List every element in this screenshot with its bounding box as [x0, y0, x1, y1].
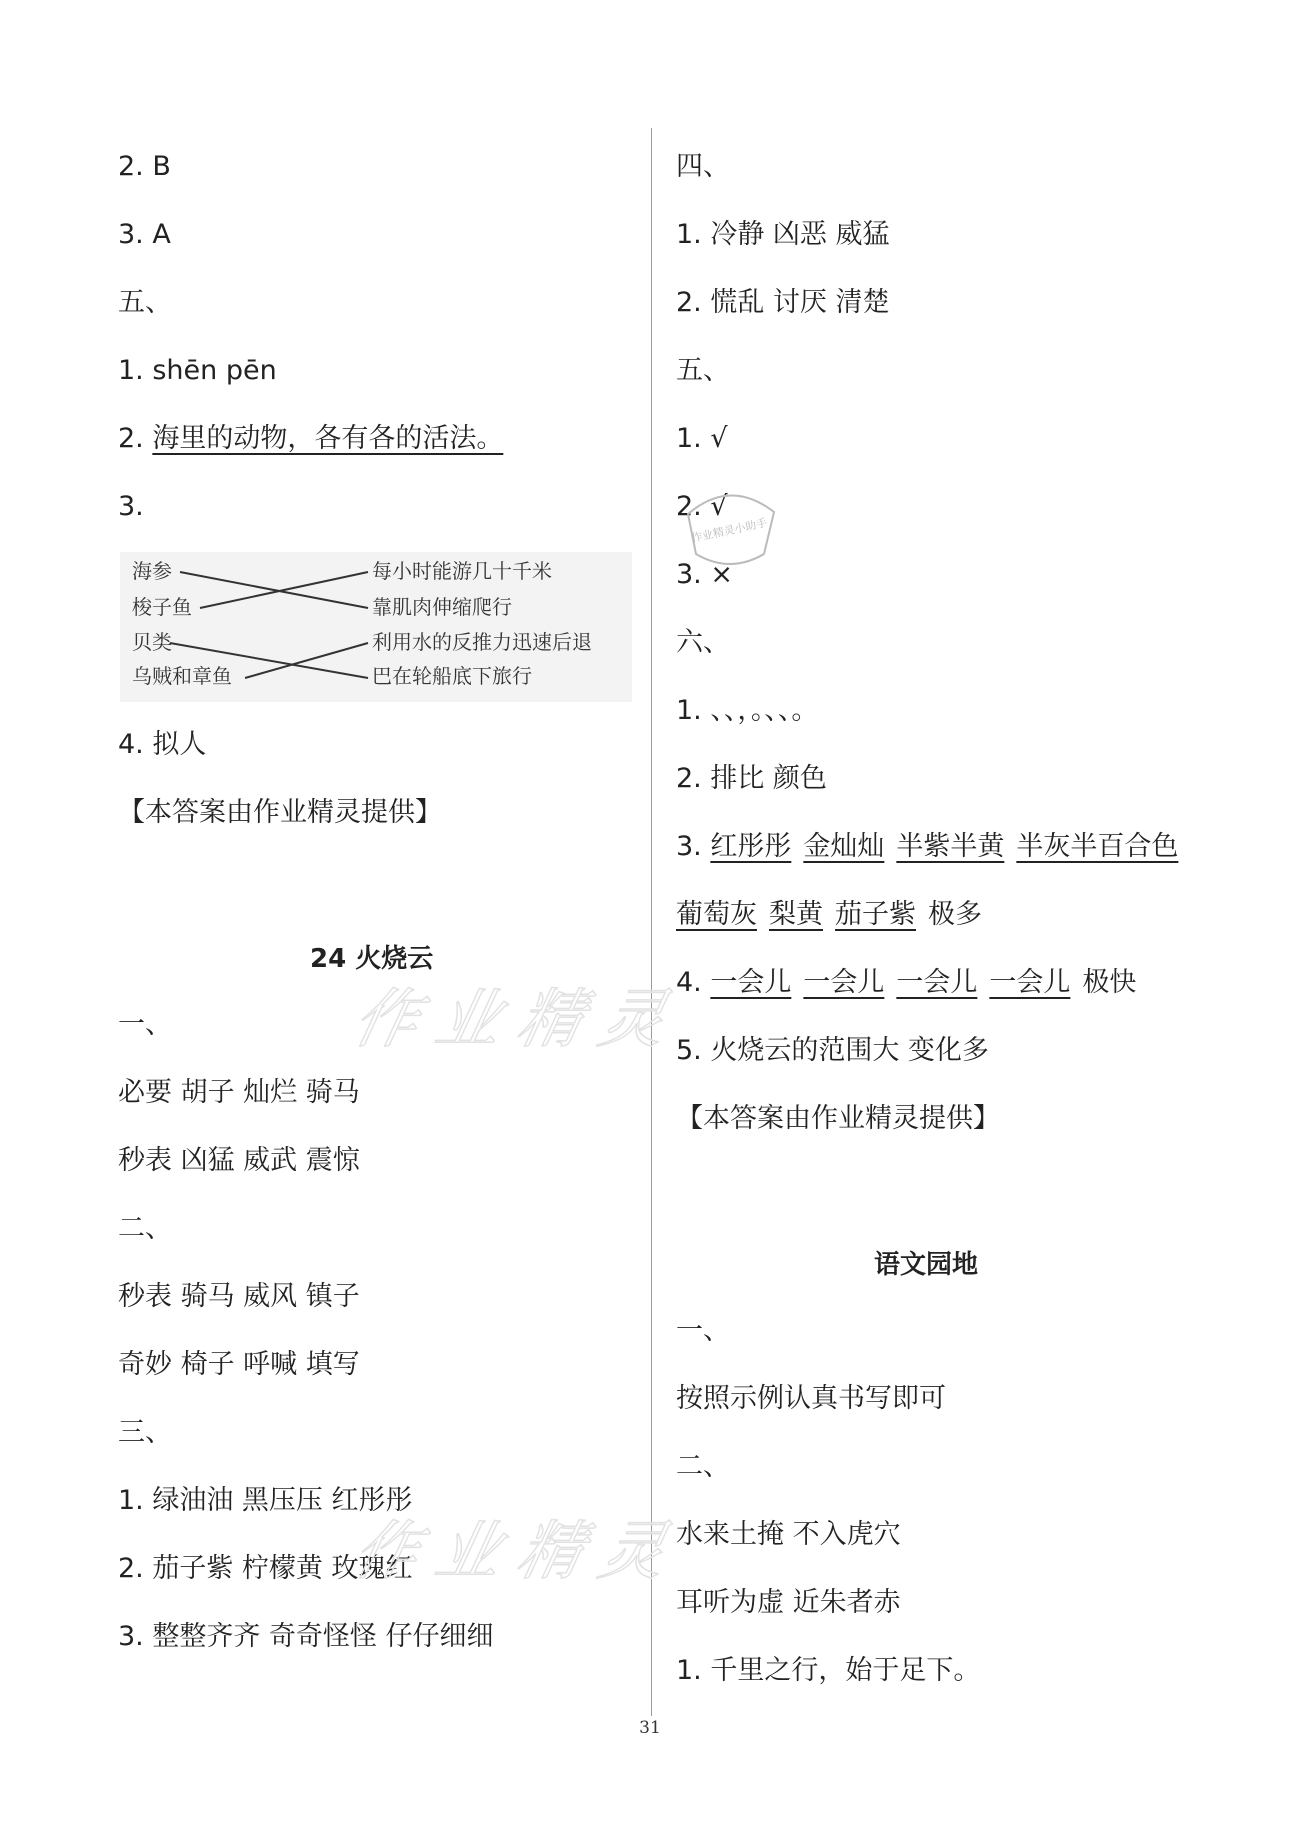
section-title-24: 24 火烧云 — [310, 944, 434, 974]
right-line-si-2: 2. 慌乱 讨厌 清楚 — [676, 287, 890, 318]
left-line-words-2: 秒表 凶猛 威武 震惊 — [118, 1145, 360, 1176]
match-right-1: 靠肌肉伸缩爬行 — [372, 595, 512, 619]
left-line-words-1: 必要 胡子 灿烂 骑马 — [118, 1077, 360, 1108]
right-line-yi-1: 按照示例认真书写即可 — [676, 1383, 946, 1414]
left-line-san-3: 3. 整整齐齐 奇奇怪怪 仔仔细细 — [118, 1621, 494, 1652]
answer-3-label: 3. — [118, 491, 144, 522]
right-line-liu-3b — [676, 898, 982, 932]
item4-word-1: 一会儿 — [803, 967, 885, 998]
right-line-er-1: 水来土掩 不入虎穴 — [676, 1519, 901, 1550]
item3b-word-2: 茄子紫 — [835, 899, 916, 930]
match-right-0: 每小时能游几十千米 — [372, 559, 552, 583]
match-right-3: 巴在轮船底下旅行 — [372, 664, 532, 688]
match-left-1: 梭子鱼 — [132, 595, 192, 619]
item4-word-2: 一会儿 — [896, 967, 978, 998]
credit-left: 【本答案由作业精灵提供】 — [118, 797, 442, 828]
watermark: 作业精灵 — [346, 983, 691, 1057]
right-line-wu-1: 1. √ — [676, 423, 728, 454]
item3b-tail: 极多 — [928, 899, 982, 930]
left-line-san-2: 2. 茄子紫 柠檬黄 玫瑰红 — [118, 1553, 413, 1584]
right-line-wu-2: 2. √ — [676, 491, 728, 522]
watermark: 作业精灵 — [346, 1515, 691, 1589]
item3-prefix: 3. — [676, 831, 711, 862]
item3-word-2: 半紫半黄 — [896, 831, 1005, 862]
item4-word-3: 一会儿 — [989, 967, 1071, 998]
svg-text:作业精灵小助手: 作业精灵小助手 — [690, 516, 769, 545]
left-line-yi: 一、 — [118, 1009, 172, 1040]
match-left-2: 贝类 — [132, 630, 172, 654]
item3b-word-0: 葡萄灰 — [676, 899, 757, 930]
left-line-san-1: 1. 绿油油 黑压压 红彤彤 — [118, 1485, 413, 1516]
section-title-yuwen: 语文园地 — [874, 1250, 979, 1280]
match-left-3: 乌贼和章鱼 — [132, 664, 232, 688]
left-line-words-4: 奇妙 椅子 呼喊 填写 — [118, 1349, 360, 1380]
page-number: 31 — [639, 1718, 661, 1738]
right-line-liu-2: 2. 排比 颜色 — [676, 763, 827, 794]
right-line-si: 四、 — [676, 151, 730, 182]
section-five-heading: 五、 — [118, 287, 172, 318]
right-line-er-2: 耳听为虚 近朱者赤 — [676, 1587, 901, 1618]
right-line-wu: 五、 — [676, 355, 730, 386]
right-line-wu-3: 3. × — [676, 559, 733, 590]
right-line-si-1: 1. 冷静 凶恶 威猛 — [676, 219, 890, 250]
credit-right: 【本答案由作业精灵提供】 — [676, 1103, 1000, 1134]
item4-word-0: 一会儿 — [710, 967, 792, 998]
item4-prefix: 4. — [676, 967, 711, 998]
answer-pinyin: 1. shēn pēn — [118, 355, 277, 386]
item3-word-3: 半灰半百合色 — [1016, 831, 1179, 862]
right-line-liu-1: 1. 、、，。、、。 — [676, 695, 819, 726]
item3-word-1: 金灿灿 — [803, 831, 885, 862]
right-line-liu-3 — [676, 830, 1178, 864]
left-line-words-3: 秒表 骑马 威风 镇子 — [118, 1281, 360, 1312]
right-line-er-3: 1. 千里之行，始于足下。 — [676, 1655, 981, 1686]
left-line-san: 三、 — [118, 1417, 172, 1448]
match-right-2: 利用水的反推力迅速后退 — [372, 630, 592, 654]
right-line-liu-4 — [676, 966, 1136, 1000]
match-left-0: 海参 — [132, 559, 172, 583]
answer-sentence-prefix: 2. — [118, 423, 153, 454]
answer-2-b: 2. B — [118, 151, 171, 182]
left-line-er: 二、 — [118, 1213, 172, 1244]
right-line-liu-5: 5. 火烧云的范围大 变化多 — [676, 1035, 989, 1066]
answer-sentence-text: 海里的动物，各有各的活法。 — [152, 423, 504, 454]
answer-3-a: 3. A — [118, 219, 171, 250]
column-divider — [651, 128, 652, 1716]
item4-tail: 极快 — [1082, 967, 1137, 998]
item3b-word-1: 梨黄 — [769, 899, 823, 930]
right-line-er: 二、 — [676, 1451, 730, 1482]
stamp-logo — [678, 484, 782, 570]
right-line-liu: 六、 — [676, 627, 730, 658]
matching-exercise — [120, 552, 632, 702]
item3-word-0: 红彤彤 — [710, 831, 792, 862]
answer-4: 4. 拟人 — [118, 729, 207, 760]
right-line-yi: 一、 — [676, 1315, 730, 1346]
matching-lines — [120, 552, 632, 702]
answer-sentence — [118, 422, 503, 456]
